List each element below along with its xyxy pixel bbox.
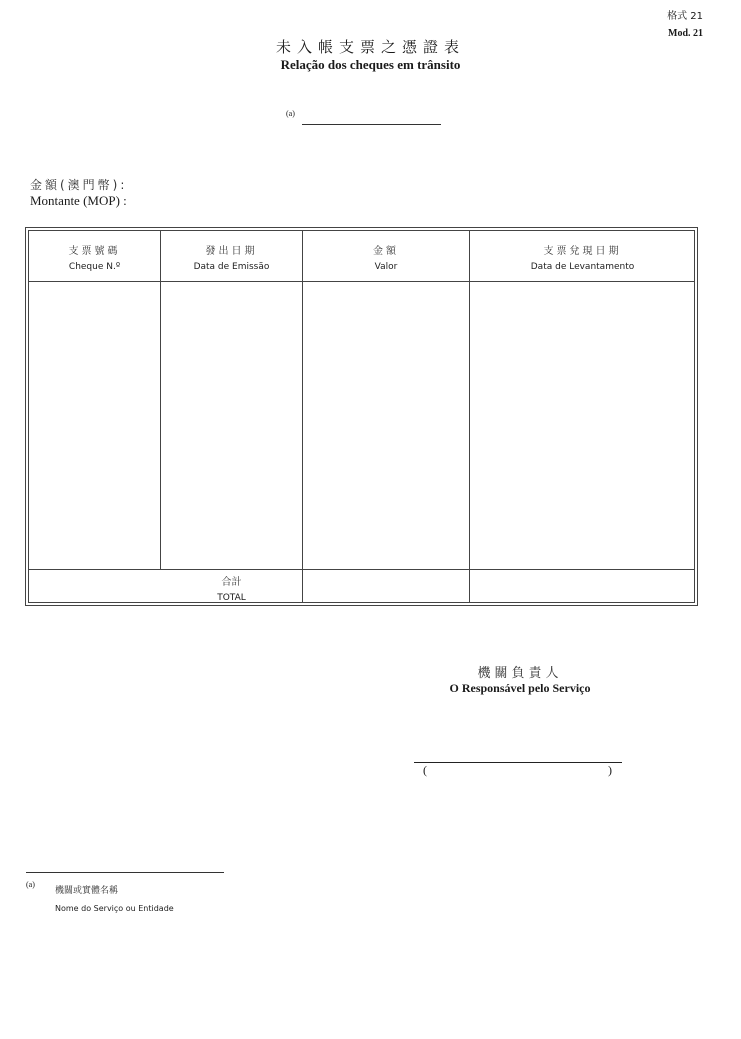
column-header-cheque-number (29, 242, 160, 272)
signature-name-paren-open: ( (423, 763, 427, 777)
model-code-zh: 格式 21 (667, 11, 703, 22)
issue-date-cell[interactable] (161, 282, 302, 569)
amount-label-pt: Montante (MOP) : (30, 193, 127, 208)
amount-label-zh: 金額(澳門幣): (30, 178, 128, 192)
total-value-cell[interactable] (303, 570, 469, 602)
signature-title-zh: 機關負責人 (477, 666, 563, 681)
column-header-pt: Valor (374, 262, 398, 272)
column-header-zh: 支票兌現日期 (543, 246, 622, 257)
column-header-zh: 支票號碼 (68, 246, 121, 257)
withdrawal-date-cell[interactable] (470, 282, 695, 569)
model-code-pt: Mod. 21 (668, 28, 703, 39)
column-header-pt: Data de Emissão (193, 262, 270, 272)
column-header-pt: Cheque N.º (68, 262, 121, 272)
footnote-text-zh: 機關或實體名稱 (55, 886, 119, 896)
entity-field-line[interactable] (302, 124, 441, 125)
page-title-zh: 未入帳支票之憑證表 (275, 38, 465, 56)
total-label-pt: TOTAL (217, 593, 246, 603)
column-header-zh: 金額 (373, 246, 399, 257)
total-label (161, 573, 302, 603)
column-header-issue-date (161, 242, 302, 272)
footnote-mark: (a) (26, 880, 35, 889)
signature-name-paren-close: ) (608, 763, 612, 777)
entity-field-ref: (a) (286, 109, 295, 118)
footnote-divider (26, 872, 224, 873)
page-title-pt: Relação dos cheques em trânsito (280, 57, 461, 72)
signature-line[interactable] (414, 762, 622, 763)
column-header-pt: Data de Levantamento (530, 262, 635, 272)
footnote-text-pt: Nome do Serviço ou Entidade (55, 904, 174, 913)
cheque-number-cell[interactable] (29, 282, 160, 569)
column-header-withdrawal-date (470, 242, 695, 272)
total-label-zh: 合計 (221, 577, 242, 588)
signature-title-pt: O Responsável pelo Serviço (449, 681, 591, 695)
column-header-zh: 發出日期 (205, 246, 258, 257)
column-header-value (303, 242, 469, 272)
value-cell[interactable] (303, 282, 469, 569)
total-extra-cell[interactable] (470, 570, 695, 602)
